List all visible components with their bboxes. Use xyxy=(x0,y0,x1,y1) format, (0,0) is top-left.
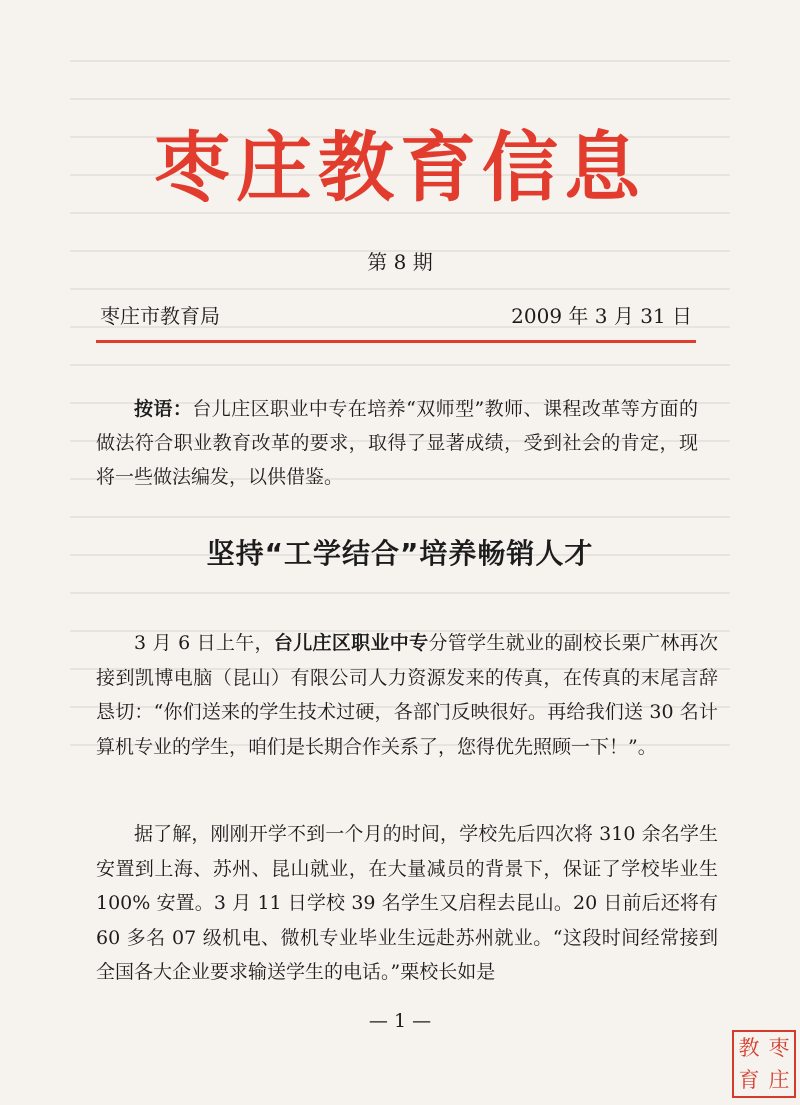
editor-note xyxy=(96,392,698,494)
seal-char: 枣 xyxy=(768,1035,790,1060)
editor-note-text: 台儿庄区职业中专在培养“双师型”教师、课程改革等方面的做法符合职业教育改革的要求，取得了显著成绩，受到社会的肯定，现将一些做法编发，以供借鉴。 xyxy=(96,398,698,488)
editor-note-label: 按语： xyxy=(134,398,193,420)
article-headline: 坚持“工学结合”培养畅销人才 xyxy=(206,537,594,570)
article-paragraph-2: 据了解，刚刚开学不到一个月的时间，学校先后四次将 310 余名学生安置到上海、苏州、昆山就业，在大量减员的背景下，保证了学校毕业生 100% 安置。3 月 11 日学校 39 名学生又启程去昆山。20 日前后还将有 60 多名 07 级机电、微机专业毕业生远赴苏州就业。“这段时间经常接到全国各大企业要求输送学生的电话。”栗校长如是 xyxy=(96,823,718,983)
seal-stamp xyxy=(732,1030,796,1098)
publish-date: 2009 年 3 月 31 日 xyxy=(511,304,692,328)
para1-school-name: 台儿庄区职业中专 xyxy=(273,632,429,654)
issue-number: 第 8 期 xyxy=(367,250,433,274)
page-number: — 1 — xyxy=(368,1010,432,1032)
article-paragraph-1 xyxy=(96,626,718,764)
seal-char: 庄 xyxy=(768,1067,790,1092)
seal-char: 育 xyxy=(738,1067,760,1092)
masthead-title: 枣庄教育信息 xyxy=(154,123,646,212)
para1-lead: 3 月 6 日上午， xyxy=(134,632,274,654)
publisher: 枣庄市教育局 xyxy=(100,304,220,328)
masthead-divider xyxy=(96,340,696,343)
para1-body: 分管学生就业的副校长栗广林再次接到凯博电脑（昆山）有限公司人力资源发来的传真，在传真的末尾言辞恳切：“你们送来的学生技术过硬，各部门反映很好。再给我们送 30 名计算机专业的学生，咱们是长期合作关系了，您得优先照顾一下！”。 xyxy=(96,632,718,758)
seal-char: 教 xyxy=(738,1035,760,1060)
